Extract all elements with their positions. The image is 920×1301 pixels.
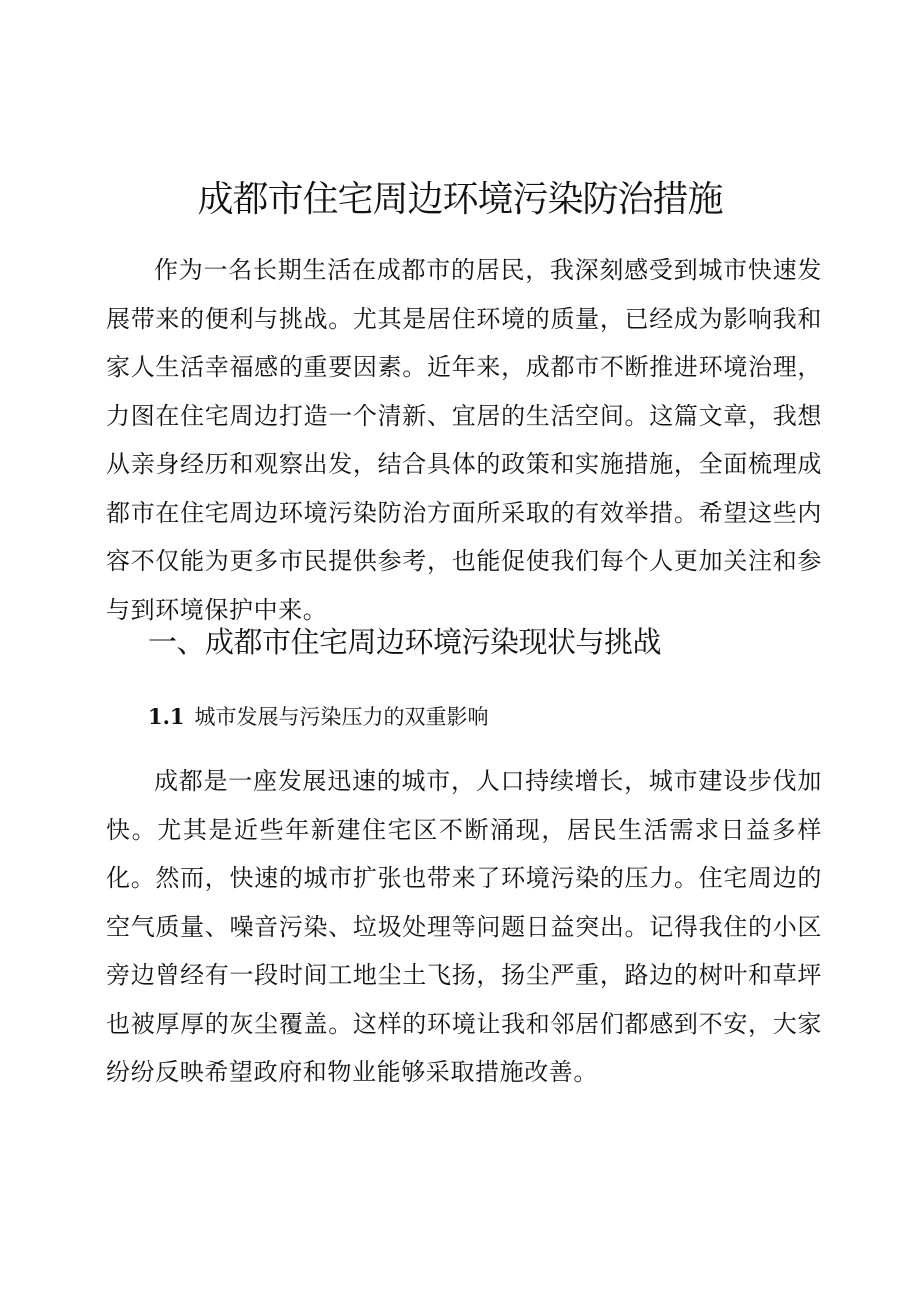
subsection-number: 1.1 [148,704,185,729]
intro-paragraph: 作为一名长期生活在成都市的居民，我深刻感受到城市快速发展带来的便利与挑战。尤其是居住环境的质量，已经成为影响我和家人生活幸福感的重要因素。近年来，成都市不断推进环境治理，力图在住宅周边打造一个清新、宜居的生活空间。这篇文章，我想从亲身经历和观察出发，结合具体的政策和实施措施，全面梳理成都市在住宅周边环境污染防治方面所采取的有效举措。希望这些内容不仅能为更多市民提供参考，也能促使我们每个人更加关注和参与到环境保护中来。 [106,256,822,624]
subsection-heading [148,697,489,737]
document-title: 成都市住宅周边环境污染防治措施 [197,179,723,220]
subsection-paragraph: 成都是一座发展迅速的城市，人口持续增长，城市建设步伐加快。尤其是近些年新建住宅区不断涌现，居民生活需求日益多样化。然而，快速的城市扩张也带来了环境污染的压力。住宅周边的空气质量、噪音污染、垃圾处理等问题日益突出。记得我住的小区旁边曾经有一段时间工地尘土飞扬，扬尘严重，路边的树叶和草坪也被厚厚的灰尘覆盖。这样的环境让我和邻居们都感到不安，大家纷纷反映希望政府和物业能够采取措施改善。 [106,767,822,1086]
subsection-title: 城市发展与污染压力的双重影响 [194,705,489,729]
section-heading: 一、成都市住宅周边环境污染现状与挑战 [148,625,662,659]
